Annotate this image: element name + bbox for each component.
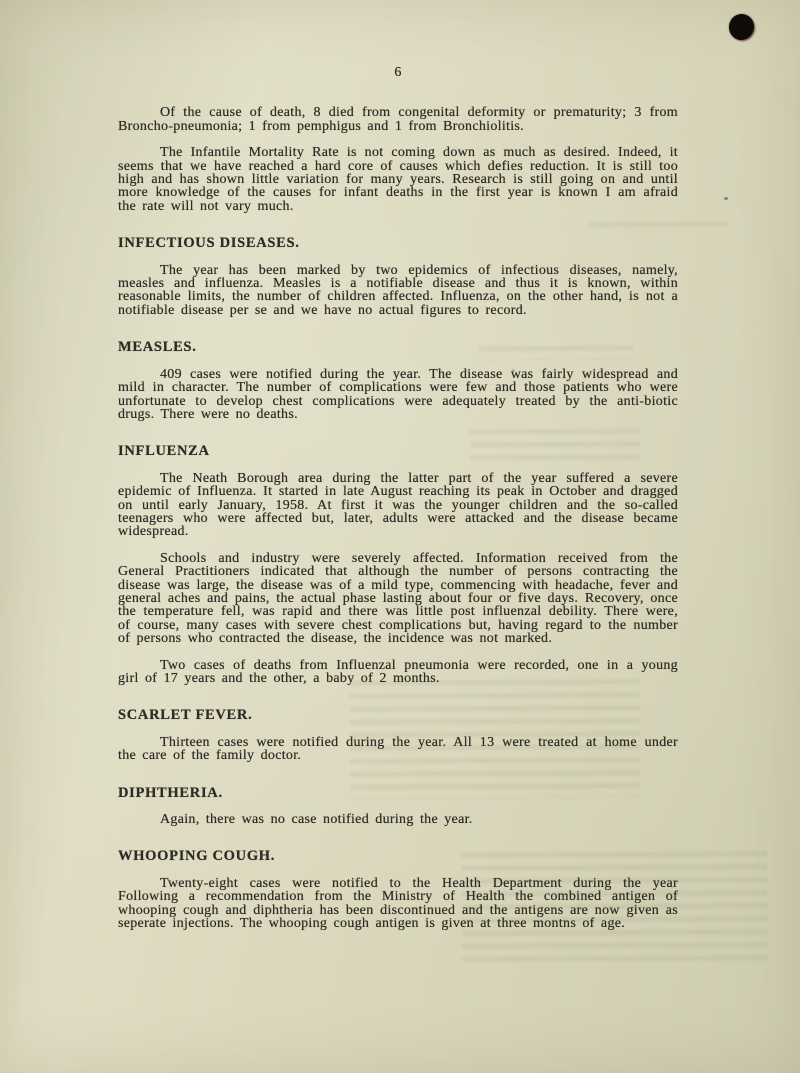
heading-influenza: INFLUENZA <box>118 443 210 460</box>
paragraph-whooping-cough: Twenty-eight cases were notified to the Health Department during the year Following a recommendation from the Ministry of Health the combined antigen of whooping cough and diphtheria has been discontinued and the antigens are now given as seperate injections. The whooping cough antigen is given at three montns of age. <box>118 875 678 932</box>
heading-measles: MEASLES. <box>118 339 197 356</box>
paragraph-influenza-impact: Schools and industry were severely affected. Information received from the General Practitioners indicated that although the number of persons contracting the disease was large, the disease was of a mild type, commencing with headache, fever and general aches and pains, the actual phase lasting about four or five days. Recovery, once the temperature fell, was rapid and there was little post influenzal debility. There were, of course, many cases with severe chest complications but, having regard to the number of persons who contracted the disease, the incidence was not marked. <box>118 550 678 647</box>
page-content <box>118 0 678 930</box>
paragraph-infantile-mortality-rate: The Infantile Mortality Rate is not coming down as much as desired. Indeed, it seems that we have reached a hard core of causes which defies reduction. It is still too high and has shown little variation for many years. Research is still going on and until more knowledge of the causes for infant deaths in the first year is known I am afraid the rate will not vary much. <box>118 145 678 214</box>
paragraph-measles: 409 cases were notified during the year. The disease was fairly widespread and mild in character. The number of complications were few and those patients who were unfortunate to develop chest complications were adequately treated by the anti-biotic drugs. There were no deaths. <box>118 366 678 422</box>
heading-scarlet-fever: SCARLET FEVER. <box>118 707 253 724</box>
heading-diphtheria: DIPHTHERIA. <box>118 784 223 801</box>
paragraph-influenza-outbreak: The Neath Borough area during the latter part of the year suffered a severe epidemic of Influenza. It started in late August reaching its peak in October and dragged on until early January, 1958. At first it was the younger children and the so-called teenagers who were affected but, later, adults were attacked and the disease became widespread. <box>118 470 678 540</box>
paragraph-causes-of-death: Of the cause of death, 8 died from congenital deformity or prematurity; 3 from Broncho-pneumonia; 1 from pemphigus and 1 from Bronchiolitis. <box>118 105 678 134</box>
heading-infectious-diseases: INFECTIOUS DISEASES. <box>118 235 300 252</box>
paragraph-scarlet-fever: Thirteen cases were notified during the year. All 13 were treated at home under the care of the family doctor. <box>118 734 678 764</box>
paragraph-infectious-diseases: The year has been marked by two epidemics of infectious diseases, namely, measles and influenza. Measles is a notifiable disease and thus it is known, within reasonable limits, the number of children affected. Influenza, on the other hand, is not a notifiable disease per se and we have no actual figures to record. <box>118 262 678 318</box>
paper-speck <box>724 197 728 200</box>
punch-hole-mark <box>727 12 755 41</box>
paragraph-diphtheria: Again, there was no case notified during the year. <box>160 812 473 828</box>
page-number: 6 <box>394 65 402 80</box>
paragraph-influenza-deaths: Two cases of deaths from Influenzal pneumonia were recorded, one in a young girl of 17 years and the other, a baby of 2 months. <box>118 657 678 686</box>
heading-whooping-cough: WHOOPING COUGH. <box>118 848 276 865</box>
